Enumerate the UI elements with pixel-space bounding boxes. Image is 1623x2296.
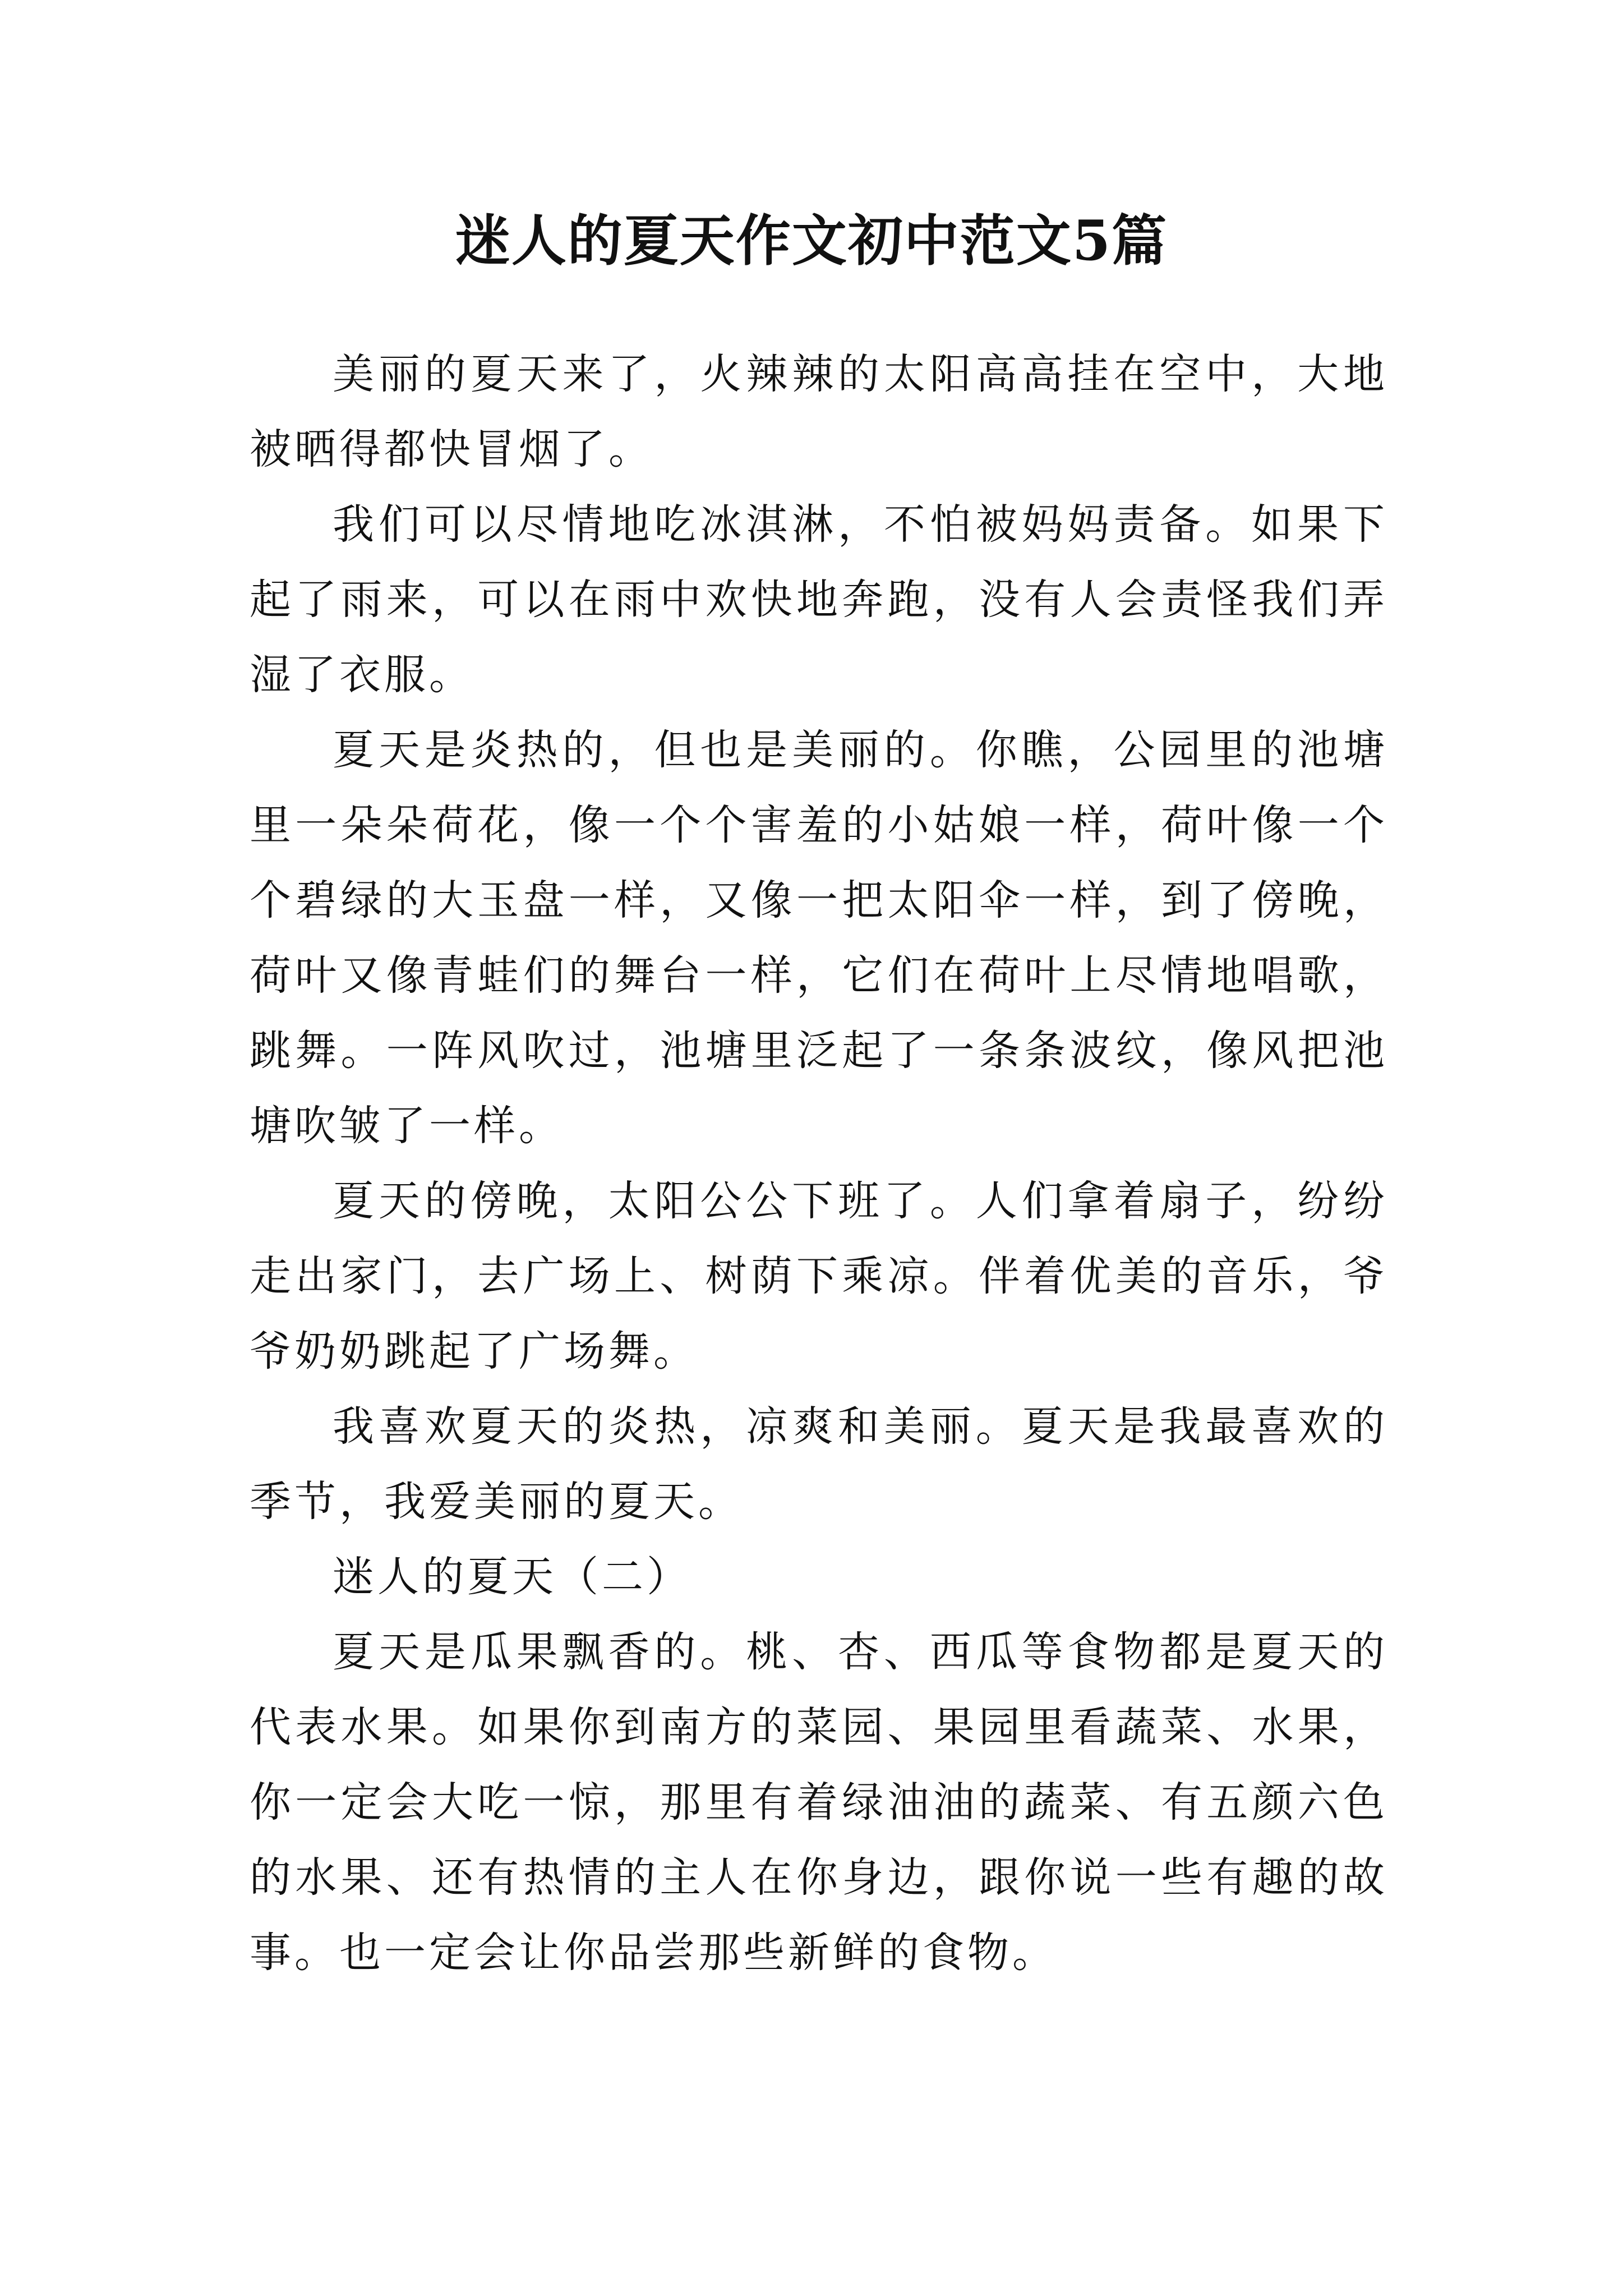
document-body	[250, 337, 1388, 1990]
document-title: 迷人的夏天作文初中范文5篇	[455, 209, 1168, 273]
paragraph: 夏天是炎热的，但也是美丽的。你瞧，公园里的池塘里一朵朵荷花，像一个个害羞的小姑娘一样，荷叶像一个个碧绿的大玉盘一样，又像一把太阳伞一样，到了傍晚，荷叶又像青蛙们的舞台一样，它们在荷叶上尽情地唱歌，跳舞。一阵风吹过，池塘里泛起了一条条波纹，像风把池塘吹皱了一样。	[250, 726, 1388, 1150]
paragraph: 我们可以尽情地吃冰淇淋，不怕被妈妈责备。如果下起了雨来，可以在雨中欢快地奔跑，没有人会责怪我们弄湿了衣服。	[250, 500, 1388, 699]
paragraph: 夏天的傍晚，太阳公公下班了。人们拿着扇子，纷纷走出家门，去广场上、树荫下乘凉。伴着优美的音乐，爷爷奶奶跳起了广场舞。	[250, 1177, 1388, 1375]
paragraph: 美丽的夏天来了，火辣辣的太阳高高挂在空中，大地被晒得都快冒烟了。	[250, 350, 1388, 473]
section-heading: 迷人的夏天（二）	[333, 1553, 691, 1601]
paragraph: 夏天是瓜果飘香的。桃、杏、西瓜等食物都是夏天的代表水果。如果你到南方的菜园、果园里看蔬菜、水果，你一定会大吃一惊，那里有着绿油油的蔬菜、有五颜六色的水果、还有热情的主人在你身边，跟你说一些有趣的故事。也一定会让你品尝那些新鲜的食物。	[250, 1628, 1388, 1977]
paragraph: 我喜欢夏天的炎热，凉爽和美丽。夏天是我最喜欢的季节，我爱美丽的夏天。	[250, 1402, 1388, 1526]
